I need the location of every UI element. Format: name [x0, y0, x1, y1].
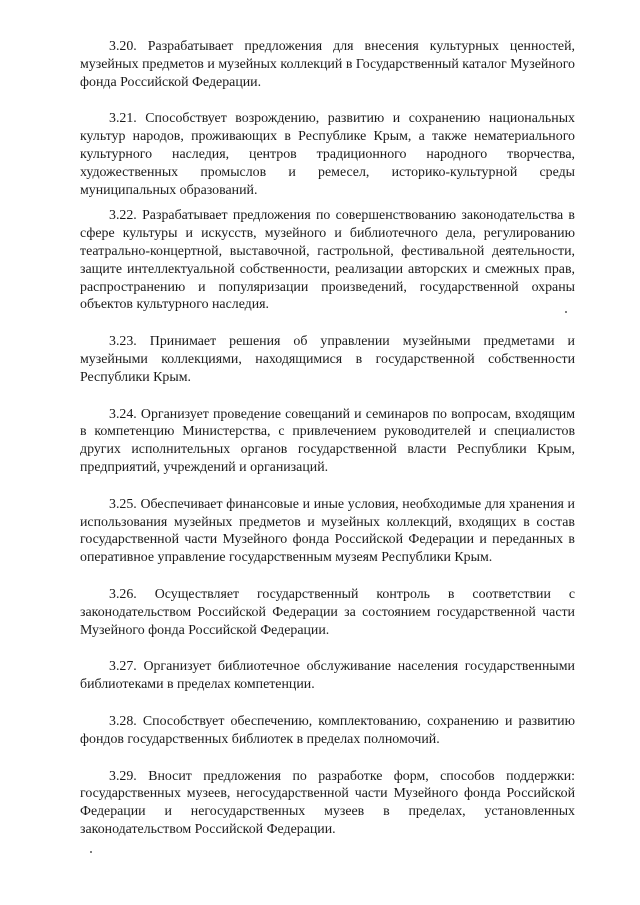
clause-3-22: [80, 207, 575, 314]
clause-number: 3.28.: [109, 713, 137, 729]
clause-text: Обеспечивает финансовые и иные условия, необходимые для хранения и использования музейных предметов и музейных коллекций, входящих в состав государственной части Музейного фонда Российской Федерации и переданных в оперативное управление государственным музеям Республики Крым.: [80, 496, 575, 566]
clause-text: Разрабатывает предложения для внесения культурных ценностей, музейных предметов и музейных коллекций в Государственный каталог Музейного фонда Российской Федерации.: [80, 39, 575, 90]
clause-text: Вносит предложения по разработке форм, способов поддержки: государственных музеев, негосударственной части Музейного фонда Российской Федерации и негосударственных музеев в пределах, установленных законодательством Российской Федерации.: [80, 768, 575, 837]
clause-number: 3.29.: [109, 768, 137, 784]
clause-number: 3.21.: [109, 111, 137, 127]
clause-number: 3.22.: [109, 208, 137, 224]
clause-3-26: [80, 586, 575, 639]
document-body: [80, 38, 575, 858]
clause-3-23: [80, 333, 575, 386]
clause-number: 3.25.: [109, 496, 137, 512]
clause-3-25: [80, 496, 575, 567]
clause-number: 3.27.: [109, 659, 137, 675]
clause-number: 3.23.: [109, 334, 137, 350]
scan-speck: [90, 851, 92, 853]
clause-text: Способствует обеспечению, комплектованию, сохранению и развитию фондов государственных библиотек в пределах полномочий.: [80, 713, 575, 747]
clause-text: Способствует возрождению, развитию и сохранению национальных культур народов, проживающих в Республике Крым, а также нематериального культурного наследия, центров традиционного народного творчества, художественных промыслов и ремесел, историко-культурной среды муниципальных образований.: [80, 111, 575, 198]
clause-3-29: [80, 768, 575, 839]
clause-3-24: [80, 406, 575, 477]
clause-text: Организует проведение совещаний и семинаров по вопросам, входящим в компетенцию Министерства, с привлечением руководителей и специалистов других исполнительных органов государственной власти Республики Крым, предприятий, учреждений и организаций.: [80, 406, 575, 475]
clause-3-27: [80, 658, 575, 694]
clause-number: 3.24.: [109, 406, 137, 422]
clause-3-20: [80, 38, 575, 91]
clause-number: 3.26.: [109, 586, 137, 602]
clause-3-28: [80, 713, 575, 749]
clause-text: Организует библиотечное обслуживание населения государственными библиотеками в пределах компетенции.: [80, 659, 575, 693]
scan-speck: [565, 311, 567, 313]
clause-number: 3.20.: [109, 39, 137, 54]
clause-3-21: [80, 110, 575, 199]
clause-text: Разрабатывает предложения по совершенствованию законодательства в сфере культуры и искусств, музейного и библиотечного дела, регулированию театрально-концертной, выставочной, гастрольной, фестивальной деятельности, защите интеллектуальной собственности, реализации авторских и смежных прав, распространению и популяризации произведений, государственной охраны объектов культурного наследия.: [80, 208, 575, 313]
clause-text: Принимает решения об управлении музейными предметами и музейными коллекциями, находящимися в государственной собственности Республики Крым.: [80, 334, 575, 385]
clause-text: Осуществляет государственный контроль в соответствии с законодательством Российской Федерации за состоянием государственной части Музейного фонда Российской Федерации.: [80, 586, 575, 638]
